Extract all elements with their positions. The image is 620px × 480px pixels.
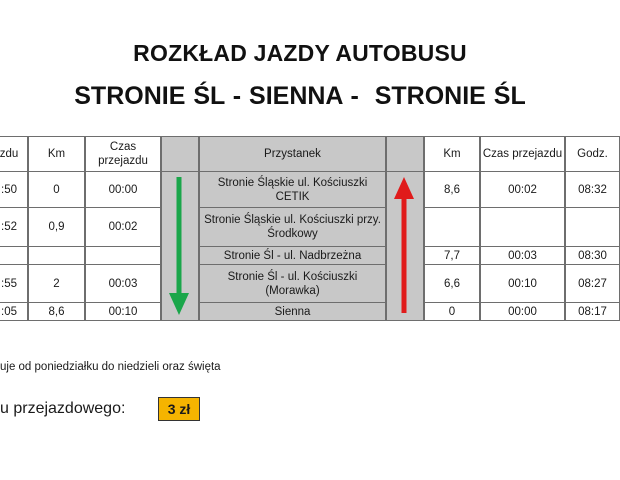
service-days-note: uje od poniedziałku do niedzieli oraz święta — [0, 361, 221, 373]
cell-right-time: 08:30 — [565, 247, 620, 265]
cell-right-km: 8,6 — [424, 172, 480, 208]
cell-left-time: :50 — [0, 172, 28, 208]
cell-right-travel — [480, 208, 565, 247]
cell-right-time: 08:17 — [565, 303, 620, 321]
header-left-time: zdu — [0, 136, 28, 172]
cell-right-time: 08:32 — [565, 172, 620, 208]
stop-name: Stronie Śląskie ul. Kościuszki CETIK — [199, 172, 386, 208]
cell-left-travel: 00:10 — [85, 303, 161, 321]
cell-left-time — [0, 247, 28, 265]
header-right-time: Godz. — [565, 136, 620, 172]
header-left-travel: Czas przejazdu — [85, 136, 161, 172]
cell-left-km — [28, 247, 85, 265]
header-arrow-spacer — [386, 136, 424, 172]
header-arrow-spacer — [161, 136, 199, 172]
cell-left-time: :55 — [0, 265, 28, 303]
arrow-up-icon — [389, 175, 419, 315]
header-left-km: Km — [28, 136, 85, 172]
cell-left-travel: 00:02 — [85, 208, 161, 247]
stop-name: Stronie Śl - ul. Kościuszki (Morawka) — [199, 265, 386, 303]
cell-right-time: 08:27 — [565, 265, 620, 303]
cell-left-km: 8,6 — [28, 303, 85, 321]
cell-right-km: 7,7 — [424, 247, 480, 265]
cell-left-travel: 00:00 — [85, 172, 161, 208]
cell-right-travel: 00:03 — [480, 247, 565, 265]
cell-left-km: 2 — [28, 265, 85, 303]
cell-right-travel: 00:10 — [480, 265, 565, 303]
cell-right-km: 6,6 — [424, 265, 480, 303]
cell-left-travel: 00:03 — [85, 265, 161, 303]
cell-left-km: 0,9 — [28, 208, 85, 247]
cell-left-km: 0 — [28, 172, 85, 208]
stop-name: Stronie Śl - ul. Nadbrzeżna — [199, 247, 386, 265]
timetable-title: ROZKŁAD JAZDY AUTOBUSU — [133, 40, 467, 66]
cell-left-travel — [85, 247, 161, 265]
fare-label: u przejazdowego: — [0, 400, 126, 417]
header-stop: Przystanek — [199, 136, 386, 172]
header-right-travel: Czas przejazdu — [480, 136, 565, 172]
route-title: STRONIE ŚL - SIENNA - STRONIE ŚL — [74, 82, 526, 110]
cell-right-travel: 00:02 — [480, 172, 565, 208]
cell-left-time: :52 — [0, 208, 28, 247]
cell-right-km — [424, 208, 480, 247]
fare-value: 3 zł — [158, 397, 200, 421]
stop-name: Sienna — [199, 303, 386, 321]
cell-right-km: 0 — [424, 303, 480, 321]
cell-left-time: :05 — [0, 303, 28, 321]
arrow-down-icon — [164, 177, 194, 317]
stop-name: Stronie Śląskie ul. Kościuszki przy. Środkowy — [199, 208, 386, 247]
header-right-km: Km — [424, 136, 480, 172]
cell-right-time — [565, 208, 620, 247]
cell-right-travel: 00:00 — [480, 303, 565, 321]
